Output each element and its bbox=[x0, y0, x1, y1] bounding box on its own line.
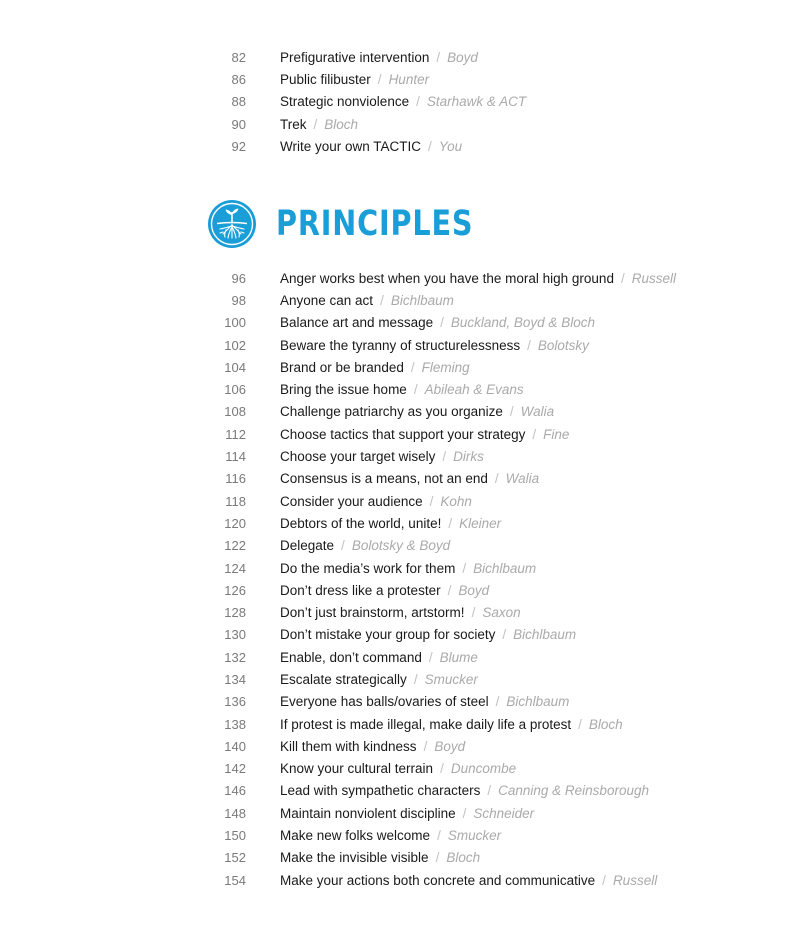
entry-title: Escalate strategically bbox=[280, 671, 407, 687]
entry-title: Anger works best when you have the moral high ground bbox=[280, 270, 614, 286]
separator-slash: / bbox=[620, 270, 625, 286]
entry-author: Duncombe bbox=[450, 761, 517, 777]
entry-title: Lead with sympathetic characters bbox=[280, 783, 481, 799]
entry-text bbox=[280, 739, 465, 754]
entry-title: Beware the tyranny of structurelessness bbox=[280, 337, 521, 353]
page-number: 88 bbox=[231, 94, 246, 110]
page-number: 150 bbox=[224, 828, 246, 844]
entry-author: Saxon bbox=[482, 605, 521, 621]
entry-text bbox=[280, 694, 569, 709]
entry-title: Don’t dress like a protester bbox=[280, 582, 441, 598]
entry-text bbox=[280, 404, 554, 419]
entry-author: Kleiner bbox=[459, 515, 502, 531]
entry-text bbox=[280, 449, 484, 464]
toc-entry[interactable] bbox=[0, 646, 789, 668]
toc-entry[interactable] bbox=[0, 847, 789, 869]
entry-title: Kill them with kindness bbox=[280, 738, 417, 754]
entry-title: Delegate bbox=[280, 538, 335, 554]
entry-author: Walia bbox=[520, 404, 555, 420]
toc-entry[interactable] bbox=[0, 668, 789, 690]
toc-entry[interactable] bbox=[0, 601, 789, 623]
entry-title: Everyone has balls/ovaries of steel bbox=[280, 694, 489, 710]
entry-text bbox=[280, 717, 623, 732]
entry-title: Consider your audience bbox=[280, 493, 423, 509]
entry-title: Bring the issue home bbox=[280, 382, 407, 398]
toc-entry[interactable] bbox=[0, 135, 789, 157]
entry-text bbox=[280, 494, 472, 509]
page-number: 136 bbox=[224, 694, 246, 710]
page-number: 114 bbox=[225, 449, 246, 465]
entry-author: Bloch bbox=[588, 716, 623, 732]
separator-slash: / bbox=[437, 828, 441, 844]
entry-author: Russell bbox=[612, 872, 658, 888]
separator-slash: / bbox=[377, 71, 382, 87]
entry-title: Make the invisible visible bbox=[280, 850, 429, 866]
separator-slash: / bbox=[462, 560, 467, 576]
page-number: 116 bbox=[225, 471, 246, 487]
separator-slash: / bbox=[527, 337, 531, 353]
entry-title: Brand or be branded bbox=[280, 359, 404, 375]
separator-slash: / bbox=[471, 605, 476, 621]
separator-slash: / bbox=[578, 716, 582, 732]
entry-author: Smucker bbox=[447, 828, 502, 844]
entry-title: Challenge patriarchy as you organize bbox=[280, 404, 503, 420]
entry-text bbox=[280, 605, 521, 620]
entry-title: Prefigurative intervention bbox=[280, 49, 430, 65]
entry-text bbox=[280, 583, 489, 598]
toc-entry[interactable] bbox=[0, 312, 789, 334]
entry-text bbox=[280, 561, 536, 576]
toc-entry[interactable] bbox=[0, 869, 789, 891]
entry-text bbox=[280, 94, 526, 109]
toc-entry[interactable] bbox=[0, 334, 789, 356]
page-number: 92 bbox=[231, 138, 246, 154]
page-number: 112 bbox=[225, 426, 246, 442]
entry-text bbox=[280, 471, 539, 486]
entry-author: Boyd bbox=[458, 582, 490, 598]
entry-title: Know your cultural terrain bbox=[280, 761, 434, 777]
toc-entry[interactable] bbox=[0, 113, 789, 135]
separator-slash: / bbox=[436, 49, 441, 65]
page-number: 126 bbox=[224, 582, 246, 598]
entry-title: Debtors of the world, unite! bbox=[280, 515, 442, 531]
entry-title: Write your own TACTIC bbox=[280, 138, 422, 154]
entry-text bbox=[280, 783, 649, 798]
toc-entry[interactable] bbox=[0, 91, 789, 113]
toc-entry[interactable] bbox=[0, 378, 789, 400]
page-number: 104 bbox=[224, 359, 246, 375]
entry-author: Russell bbox=[631, 270, 676, 286]
page-number: 128 bbox=[224, 605, 246, 621]
toc-entry[interactable] bbox=[0, 824, 789, 846]
entry-title: Maintain nonviolent discipline bbox=[280, 805, 456, 821]
entry-text bbox=[280, 50, 478, 65]
page-number: 106 bbox=[224, 382, 246, 398]
separator-slash: / bbox=[435, 850, 440, 866]
toc-entry[interactable] bbox=[0, 46, 789, 68]
entry-author: Bichlbaum bbox=[390, 292, 454, 308]
separator-slash: / bbox=[410, 359, 415, 375]
entry-title: Choose your target wisely bbox=[280, 449, 436, 465]
toc-entry[interactable] bbox=[0, 68, 789, 90]
page-number: 90 bbox=[231, 116, 246, 132]
toc-entry[interactable] bbox=[0, 401, 789, 423]
section-header-principles bbox=[207, 198, 517, 250]
entry-text bbox=[280, 293, 454, 308]
separator-slash: / bbox=[462, 805, 467, 821]
separator-slash: / bbox=[440, 315, 444, 331]
toc-entry[interactable] bbox=[0, 713, 789, 735]
entry-author: Fine bbox=[543, 426, 570, 442]
toc-entry[interactable] bbox=[0, 802, 789, 824]
entry-title: Do the media’s work for them bbox=[280, 560, 456, 576]
entry-title: Balance art and message bbox=[280, 315, 434, 331]
entry-title: Make new folks welcome bbox=[280, 828, 431, 844]
toc-entry[interactable] bbox=[0, 490, 789, 512]
entry-text bbox=[280, 382, 524, 397]
page-number: 134 bbox=[224, 671, 246, 687]
entry-text bbox=[280, 117, 358, 132]
entry-author: Kohn bbox=[440, 493, 472, 509]
toc-entry[interactable] bbox=[0, 356, 789, 378]
entry-text bbox=[280, 672, 478, 687]
separator-slash: / bbox=[428, 649, 433, 665]
separator-slash: / bbox=[495, 694, 500, 710]
entry-author: Hunter bbox=[388, 71, 430, 87]
principles-list bbox=[0, 267, 789, 891]
separator-slash: / bbox=[313, 116, 318, 132]
toc-entry[interactable] bbox=[0, 735, 789, 757]
toc-entry[interactable] bbox=[0, 289, 789, 311]
page-number: 118 bbox=[225, 493, 246, 509]
page-number: 138 bbox=[224, 716, 246, 732]
page-number: 122 bbox=[224, 538, 246, 554]
toc-entry[interactable] bbox=[0, 445, 789, 467]
entry-title: If protest is made illegal, make daily life a protest bbox=[280, 716, 572, 732]
toc-entry[interactable] bbox=[0, 579, 789, 601]
separator-slash: / bbox=[448, 515, 453, 531]
toc-entry[interactable] bbox=[0, 624, 789, 646]
entry-text bbox=[280, 873, 657, 888]
entry-title: Choose tactics that support your strategy bbox=[280, 426, 526, 442]
separator-slash: / bbox=[380, 292, 384, 308]
separator-slash: / bbox=[509, 404, 514, 420]
entry-text bbox=[280, 315, 595, 330]
page-number: 96 bbox=[231, 270, 246, 286]
entry-author: Canning & Reinsborough bbox=[498, 783, 649, 799]
entry-text bbox=[280, 338, 589, 353]
page-number: 142 bbox=[224, 761, 246, 777]
entry-author: Bichlbaum bbox=[506, 694, 570, 710]
page-number: 132 bbox=[224, 649, 246, 665]
entry-author: Schneider bbox=[473, 805, 535, 821]
entry-author: Smucker bbox=[424, 671, 478, 687]
separator-slash: / bbox=[423, 738, 428, 754]
entry-text bbox=[280, 139, 462, 154]
entry-text bbox=[280, 627, 576, 642]
toc-entry[interactable] bbox=[0, 512, 789, 534]
entry-title: Strategic nonviolence bbox=[280, 94, 410, 110]
entry-author: Bichlbaum bbox=[473, 560, 537, 576]
separator-slash: / bbox=[442, 449, 447, 465]
page-number: 86 bbox=[231, 71, 246, 87]
page-number: 148 bbox=[224, 805, 246, 821]
entry-text bbox=[280, 516, 501, 531]
toc-entry[interactable] bbox=[0, 535, 789, 557]
entry-author: Boyd bbox=[434, 738, 466, 754]
separator-slash: / bbox=[447, 582, 452, 598]
separator-slash: / bbox=[487, 783, 492, 799]
toc-entry[interactable] bbox=[0, 758, 789, 780]
page-number: 98 bbox=[231, 292, 246, 308]
separator-slash: / bbox=[494, 471, 499, 487]
entry-title: Anyone can act bbox=[280, 292, 374, 308]
entry-title: Public filibuster bbox=[280, 71, 371, 87]
sprout-roots-icon bbox=[207, 199, 257, 249]
separator-slash: / bbox=[341, 538, 345, 554]
entry-author: Blume bbox=[439, 649, 478, 665]
entry-text bbox=[280, 761, 516, 776]
section-title: PRINCIPLES bbox=[276, 203, 474, 244]
tactics-list bbox=[0, 46, 789, 157]
separator-slash: / bbox=[413, 671, 418, 687]
entry-author: Bloch bbox=[446, 850, 481, 866]
page-number: 100 bbox=[224, 315, 246, 331]
toc-entry[interactable] bbox=[0, 267, 789, 289]
entry-author: You bbox=[438, 138, 463, 154]
entry-author: Bloch bbox=[324, 116, 359, 132]
toc-entry[interactable] bbox=[0, 557, 789, 579]
separator-slash: / bbox=[428, 138, 432, 154]
entry-title: Make your actions both concrete and communicative bbox=[280, 872, 596, 888]
entry-title: Enable, don’t command bbox=[280, 649, 422, 665]
toc-entry[interactable] bbox=[0, 423, 789, 445]
page-number: 152 bbox=[224, 850, 246, 866]
entry-text bbox=[280, 806, 534, 821]
page-number: 146 bbox=[224, 783, 246, 799]
entry-author: Bolotsky & Boyd bbox=[351, 538, 451, 554]
page-number: 124 bbox=[224, 560, 246, 576]
page-number: 154 bbox=[224, 872, 246, 888]
entry-text bbox=[280, 850, 480, 865]
entry-author: Starhawk & ACT bbox=[426, 94, 527, 110]
entry-author: Fleming bbox=[421, 359, 470, 375]
entry-title: Don’t just brainstorm, artstorm! bbox=[280, 605, 465, 621]
page-number: 130 bbox=[224, 627, 246, 643]
separator-slash: / bbox=[413, 382, 418, 398]
entry-text bbox=[280, 427, 569, 442]
toc-entry[interactable] bbox=[0, 468, 789, 490]
separator-slash: / bbox=[429, 493, 434, 509]
separator-slash: / bbox=[440, 761, 444, 777]
page-number: 108 bbox=[224, 404, 246, 420]
toc-entry[interactable] bbox=[0, 780, 789, 802]
entry-author: Bichlbaum bbox=[513, 627, 577, 643]
entry-author: Dirks bbox=[453, 449, 484, 465]
entry-text bbox=[280, 538, 450, 553]
entry-author: Bolotsky bbox=[537, 337, 589, 353]
entry-text bbox=[280, 72, 429, 87]
entry-author: Abileah & Evans bbox=[424, 382, 524, 398]
page-number: 140 bbox=[224, 738, 246, 754]
separator-slash: / bbox=[502, 627, 507, 643]
entry-title: Don’t mistake your group for society bbox=[280, 627, 496, 643]
entry-author: Boyd bbox=[447, 49, 478, 65]
page-number: 120 bbox=[224, 515, 246, 531]
toc-entry[interactable] bbox=[0, 691, 789, 713]
separator-slash: / bbox=[416, 94, 420, 110]
entry-text bbox=[280, 828, 501, 843]
entry-author: Walia bbox=[505, 471, 540, 487]
page-number: 102 bbox=[224, 337, 246, 353]
entry-text bbox=[280, 360, 470, 375]
entry-author: Buckland, Boyd & Bloch bbox=[450, 315, 595, 331]
entry-title: Trek bbox=[280, 116, 307, 132]
entry-text bbox=[280, 650, 478, 665]
entry-title: Consensus is a means, not an end bbox=[280, 471, 488, 487]
page-number: 82 bbox=[231, 49, 246, 65]
entry-text bbox=[280, 271, 676, 286]
separator-slash: / bbox=[602, 872, 606, 888]
separator-slash: / bbox=[532, 426, 537, 442]
